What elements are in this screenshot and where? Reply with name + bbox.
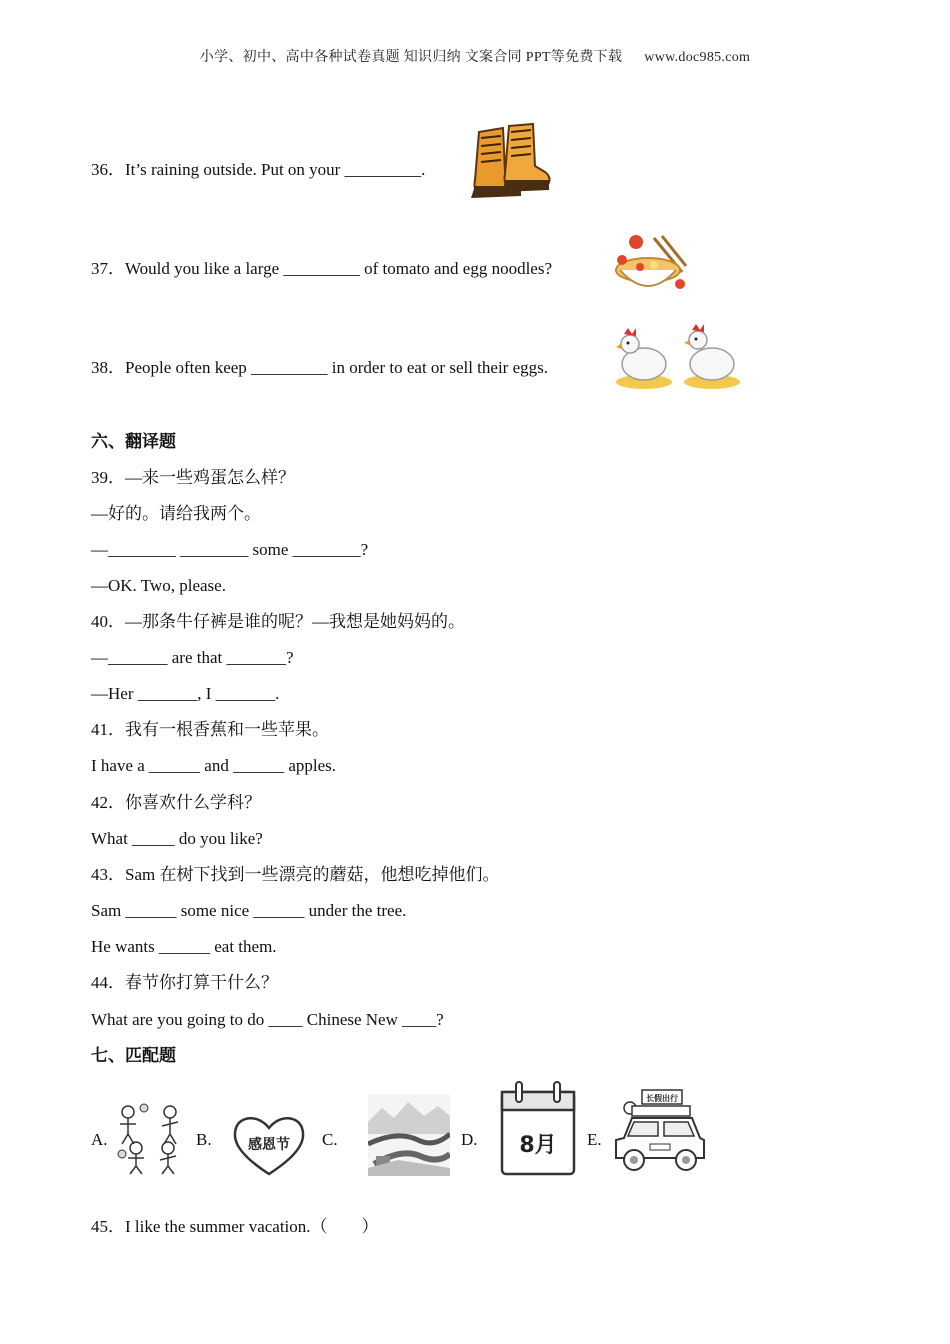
option-c-label: C. bbox=[322, 1130, 338, 1149]
calendar-icon bbox=[498, 1080, 578, 1178]
great-wall-icon bbox=[368, 1094, 450, 1176]
kids-playing-icon bbox=[114, 1102, 186, 1176]
question-43-answer-2: He wants ______ eat them. bbox=[91, 937, 277, 956]
question-42-answer: What _____ do you like? bbox=[91, 829, 263, 848]
car-trip-icon bbox=[612, 1088, 708, 1178]
boots-icon bbox=[465, 120, 555, 206]
question-40-answer-2: —Her _______, I _______. bbox=[91, 684, 280, 703]
question-43-prompt: 43．Sam 在树下找到一些漂亮的蘑菇，他想吃掉他们。 bbox=[91, 865, 500, 884]
option-a-label: A. bbox=[91, 1130, 108, 1149]
calendar-text: 8月 bbox=[519, 1133, 557, 1158]
question-39-prompt: 39．—来一些鸡蛋怎么样？ bbox=[91, 468, 295, 487]
section-7-title: 七、匹配题 bbox=[91, 1046, 176, 1066]
page-header bbox=[0, 46, 950, 66]
option-e-label: E. bbox=[587, 1130, 602, 1149]
heart-thanks-icon bbox=[230, 1112, 308, 1178]
question-44-answer: What are you going to do ____ Chinese New ____? bbox=[91, 1010, 444, 1029]
question-39-answer-2: —OK. Two, please. bbox=[91, 576, 226, 595]
option-d-label: D. bbox=[461, 1130, 478, 1149]
option-b-label: B. bbox=[196, 1130, 212, 1149]
header-url[interactable]: www.doc985.com bbox=[644, 50, 751, 65]
question-37: 37．Would you like a large _________ of tomato and egg noodles? bbox=[91, 259, 553, 278]
question-41-answer: I have a ______ and ______ apples. bbox=[91, 756, 337, 775]
question-41-prompt: 41．我有一根香蕉和一些苹果。 bbox=[91, 720, 329, 739]
car-sign-text: 长假出行 bbox=[646, 1094, 678, 1103]
question-42-prompt: 42．你喜欢什么学科？ bbox=[91, 793, 261, 812]
question-38: 38．People often keep _________ in order to eat or sell their eggs. bbox=[91, 358, 548, 377]
question-39-prompt-2: —好的。请给我两个。 bbox=[91, 504, 261, 523]
question-40-answer-1: —_______ are that _______? bbox=[91, 648, 294, 667]
heart-thanks-text: 感恩节 bbox=[248, 1137, 290, 1153]
hens-icon bbox=[612, 322, 744, 392]
question-39-answer-1: —________ ________ some ________? bbox=[91, 540, 369, 559]
question-45: 45．I like the summer vacation.（ ） bbox=[91, 1217, 379, 1236]
question-40-prompt: 40．—那条牛仔裤是谁的呢？—我想是她妈妈的。 bbox=[91, 612, 465, 631]
section-6-title: 六、翻译题 bbox=[91, 432, 176, 452]
question-43-answer-1: Sam ______ some nice ______ under the tree. bbox=[91, 901, 407, 920]
question-44-prompt: 44．春节你打算干什么？ bbox=[91, 973, 278, 992]
question-36: 36．It’s raining outside. Put on your _________. bbox=[91, 160, 426, 179]
noodle-bowl-icon bbox=[612, 232, 690, 294]
header-text: 小学、初中、高中各种试卷真题 知识归纳 文案合同 PPT等免费下载 bbox=[199, 50, 623, 65]
